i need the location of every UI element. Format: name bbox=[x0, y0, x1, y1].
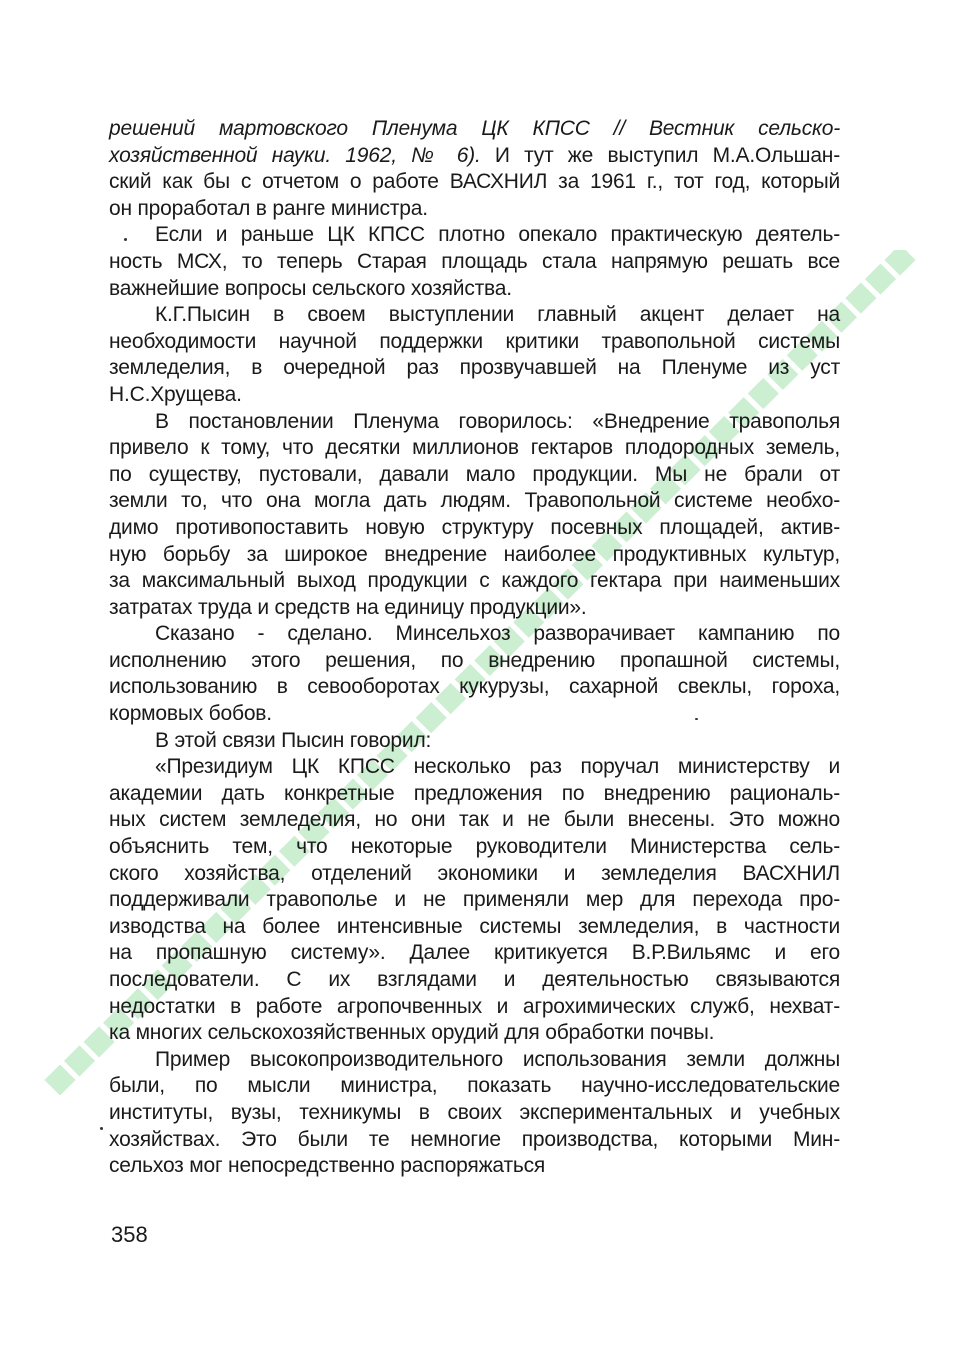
text-run: использованию в севооборотах кукурузы, сахарной свеклы, гороха, bbox=[109, 675, 840, 699]
text-line bbox=[109, 834, 840, 861]
paragraph bbox=[109, 621, 840, 727]
paragraph bbox=[109, 1047, 840, 1180]
text-run: хозяйственной науки. 1962, № 6). bbox=[109, 143, 481, 167]
text-line bbox=[109, 701, 840, 728]
text-run: последователи. С их взглядами и деятельностью связываются bbox=[109, 968, 840, 991]
text-line bbox=[109, 568, 840, 595]
text-line bbox=[109, 940, 840, 967]
paragraph bbox=[109, 728, 840, 755]
text-line bbox=[109, 329, 840, 356]
text-run: ка многих сельскохозяйственных орудий для обработки почвы. bbox=[109, 1021, 715, 1045]
text-run: В постановлении Пленума говорилось: «Внедрение травополья bbox=[155, 409, 840, 433]
watermark-tile bbox=[865, 264, 896, 295]
watermark-tile bbox=[64, 1045, 95, 1076]
text-line bbox=[109, 1153, 840, 1180]
text-run: земледелия, в очередной раз прозвучавшей на Пленуме из уст bbox=[109, 356, 840, 380]
text-run: привело к тому, что десятки миллионов гектаров плодородных земель, bbox=[109, 436, 840, 460]
text-run: поддерживали травополье и не применяли мер для перехода про- bbox=[109, 888, 840, 912]
text-line bbox=[109, 1127, 840, 1154]
text-line bbox=[109, 1073, 840, 1100]
text-line bbox=[109, 462, 840, 489]
text-run: К.Г.Пысин в своем выступлении главный акцент делает на bbox=[155, 303, 840, 327]
text-run: земли то, что она могла дать людям. Травопольной системе необхо- bbox=[109, 489, 840, 513]
text-line bbox=[109, 621, 840, 648]
page-number: 358 bbox=[111, 1222, 148, 1247]
text-line bbox=[109, 994, 840, 1021]
text-line bbox=[109, 249, 840, 276]
body-text bbox=[109, 116, 840, 1180]
paragraph bbox=[109, 409, 840, 622]
text-run: Н.С.Хрущева. bbox=[109, 382, 242, 406]
text-line bbox=[109, 276, 840, 303]
text-run: затратах труда и средств на единицу продукции». bbox=[109, 595, 587, 619]
text-line bbox=[109, 355, 840, 382]
watermark-tile bbox=[884, 250, 915, 276]
text-line bbox=[109, 515, 840, 542]
text-line bbox=[109, 435, 840, 462]
scan-speck bbox=[100, 1127, 103, 1130]
text-line bbox=[109, 595, 840, 622]
text-run: ную борьбу за широкое внедрение наиболее продуктивных культур, bbox=[109, 542, 840, 566]
text-run: необходимости научной поддержки критики травопольной системы bbox=[109, 329, 840, 353]
text-run: недостатки в работе агропочвенных и агрохимических служб, нехват- bbox=[109, 994, 840, 1018]
text-run: важнейшие вопросы сельского хозяйства. bbox=[109, 276, 512, 300]
text-run: сельхоз мог непосредственно распоряжаться bbox=[109, 1154, 546, 1178]
text-run: исполнению этого решения, по внедрению пропашной системы, bbox=[109, 648, 840, 672]
text-line bbox=[109, 1047, 840, 1074]
text-line bbox=[109, 674, 840, 701]
text-line bbox=[109, 542, 840, 569]
text-line bbox=[109, 728, 840, 755]
text-run: институты, вузы, техникумы в своих экспериментальных и учебных bbox=[109, 1100, 840, 1124]
text-run: ского хозяйства, отделений экономики и земледелия ВАСХНИЛ bbox=[109, 861, 840, 885]
text-run: «Президиум ЦК КПСС несколько раз поручал министерству и bbox=[155, 755, 840, 779]
text-line bbox=[109, 196, 840, 223]
text-run: объяснить тем, что некоторые руководители Министерства сель- bbox=[109, 835, 840, 859]
watermark-tile bbox=[44, 1064, 75, 1095]
text-run: димо противопоставить новую структуру посевных площадей, актив- bbox=[109, 515, 840, 539]
text-line bbox=[109, 409, 840, 436]
text-line bbox=[109, 887, 840, 914]
text-run: И тут же выступил М.А.Ольшан- bbox=[480, 143, 840, 167]
paragraph bbox=[109, 116, 840, 222]
text-line bbox=[109, 488, 840, 515]
text-line bbox=[109, 302, 840, 329]
paragraph bbox=[109, 754, 840, 1047]
text-line bbox=[109, 861, 840, 888]
text-line bbox=[109, 648, 840, 675]
text-line bbox=[109, 914, 840, 941]
paragraph bbox=[109, 302, 840, 408]
text-run: изводства на более интенсивные системы земледелия, в частности bbox=[109, 914, 840, 938]
text-run: за максимальный выход продукции с каждого гектара при наименьших bbox=[109, 569, 840, 593]
text-line bbox=[109, 1100, 840, 1127]
text-line bbox=[109, 967, 840, 994]
text-run: решений мартовского Пленума ЦК КПСС // Вестник сельско- bbox=[109, 117, 840, 140]
text-run: Сказано - сделано. Минсельхоз разворачивает кампанию по bbox=[155, 622, 840, 646]
text-line bbox=[109, 754, 840, 781]
text-run: ский как бы с отчетом о работе ВАСХНИЛ за 1961 г., тот год, который bbox=[109, 170, 840, 194]
text-run: были, по мысли министра, показать научно-исследовательские bbox=[109, 1074, 840, 1098]
text-run: ность МСХ, то теперь Старая площадь стала напрямую решать все bbox=[109, 249, 840, 273]
text-line bbox=[109, 807, 840, 834]
text-run: на пропашную систему». Далее критикуется В.Р.Вильямс и его bbox=[109, 941, 840, 965]
scan-speck bbox=[695, 718, 698, 720]
text-run: Если и раньше ЦК КПСС плотно опекало практическую деятель- bbox=[155, 223, 840, 247]
text-line bbox=[109, 781, 840, 808]
text-run: Пример высокопроизводительного использования земли должны bbox=[155, 1047, 840, 1071]
paragraph bbox=[109, 222, 840, 302]
text-run: по существу, пустовали, давали мало продукции. Мы не брали от bbox=[109, 462, 840, 486]
text-line bbox=[109, 222, 840, 249]
text-run: академии дать конкретные предложения по внедрению рациональ- bbox=[109, 781, 840, 805]
text-run: хозяйствах. Это были те немногие производства, которыми Мин- bbox=[109, 1127, 840, 1151]
text-line bbox=[109, 116, 840, 143]
text-line bbox=[109, 169, 840, 196]
text-line bbox=[109, 1020, 840, 1047]
text-run: ных систем земледелия, но они так и не были внесены. Это можно bbox=[109, 808, 840, 832]
text-line bbox=[109, 382, 840, 409]
text-run: кормовых бобов. bbox=[109, 702, 272, 726]
text-line bbox=[109, 143, 840, 170]
watermark-tile bbox=[845, 283, 876, 314]
text-run: В этой связи Пысин говорил: bbox=[155, 728, 432, 752]
scan-speck bbox=[124, 238, 127, 241]
text-run: он проработал в ранге министра. bbox=[109, 196, 428, 220]
